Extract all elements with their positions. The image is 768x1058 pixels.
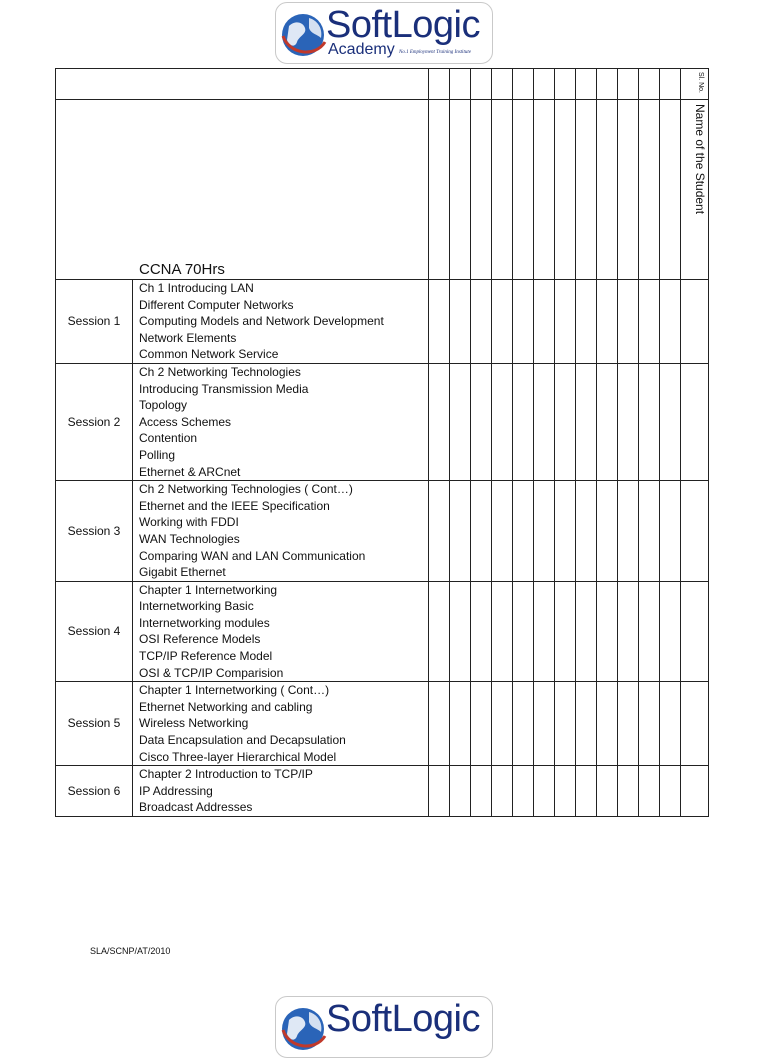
table-row bbox=[56, 481, 709, 582]
session-topics bbox=[133, 363, 429, 480]
session-label: Session 2 bbox=[56, 363, 133, 480]
topic: Data Encapsulation and Decapsulation bbox=[139, 733, 346, 748]
session-label: Session 6 bbox=[56, 766, 133, 817]
session-topics bbox=[133, 581, 429, 682]
topic: Ethernet and the IEEE Specification bbox=[139, 498, 330, 513]
header-row-student bbox=[56, 100, 709, 280]
session-label: Session 1 bbox=[56, 280, 133, 364]
softlogic-logo-top bbox=[275, 2, 493, 64]
table-row bbox=[56, 581, 709, 682]
footer-code: SLA/SCNP/AT/2010 bbox=[90, 946, 171, 956]
logo-tagline: No.1 Employment Training Institute bbox=[399, 50, 471, 55]
session-topics bbox=[133, 682, 429, 766]
topic: Gigabit Ethernet bbox=[139, 565, 226, 580]
session-topics bbox=[133, 481, 429, 582]
topic: Internetworking Basic bbox=[139, 599, 254, 614]
globe-icon bbox=[279, 8, 329, 60]
session-label: Session 5 bbox=[56, 682, 133, 766]
blank-cell bbox=[56, 69, 429, 100]
topic: WAN Technologies bbox=[139, 531, 240, 546]
topic: Comparing WAN and LAN Communication bbox=[139, 548, 366, 563]
logo-sub-text: Academy bbox=[328, 41, 395, 58]
topic: Different Computer Networks bbox=[139, 297, 294, 312]
topic: Network Elements bbox=[139, 330, 237, 345]
topic: IP Addressing bbox=[139, 783, 213, 798]
topic: TCP/IP Reference Model bbox=[139, 649, 273, 664]
sl-no-header: Sl. No. bbox=[681, 69, 709, 100]
topic: Chapter 1 Internetworking ( Cont…) bbox=[139, 683, 330, 698]
topic: Ethernet & ARCnet bbox=[139, 464, 241, 479]
table-row bbox=[56, 280, 709, 364]
topic: Cisco Three-layer Hierarchical Model bbox=[139, 749, 337, 764]
student-name-header: Name of the Student bbox=[681, 100, 709, 280]
table-row bbox=[56, 766, 709, 817]
topic: Broadcast Addresses bbox=[139, 800, 253, 815]
topic: Contention bbox=[139, 431, 198, 446]
topic: Topology bbox=[139, 398, 188, 413]
table-row bbox=[56, 363, 709, 480]
topic: Common Network Service bbox=[139, 347, 279, 362]
session-topics bbox=[133, 766, 429, 817]
table-row bbox=[56, 682, 709, 766]
topic: Ethernet Networking and cabling bbox=[139, 699, 313, 714]
topic: Computing Models and Network Development bbox=[139, 314, 384, 329]
topic: Introducing Transmission Media bbox=[139, 381, 309, 396]
topic: Access Schemes bbox=[139, 414, 232, 429]
topic: Chapter 1 Internetworking bbox=[139, 582, 278, 597]
topic: OSI Reference Models bbox=[139, 632, 261, 647]
topic: Working with FDDI bbox=[139, 515, 239, 530]
course-title: CCNA 70Hrs bbox=[56, 100, 429, 280]
topic: Ch 2 Networking Technologies ( Cont…) bbox=[139, 482, 353, 497]
softlogic-logo-bottom bbox=[275, 996, 493, 1058]
logo-brand-text: SoftLogic bbox=[326, 4, 480, 46]
session-label: Session 4 bbox=[56, 581, 133, 682]
attendance-table bbox=[55, 68, 709, 817]
topic: Wireless Networking bbox=[139, 716, 249, 731]
topic: Chapter 2 Introduction to TCP/IP bbox=[139, 767, 313, 782]
topic: Polling bbox=[139, 447, 176, 462]
session-topics bbox=[133, 280, 429, 364]
session-label: Session 3 bbox=[56, 481, 133, 582]
topic: OSI & TCP/IP Comparision bbox=[139, 665, 284, 680]
header-row-slno bbox=[56, 69, 709, 100]
topic: Ch 2 Networking Technologies bbox=[139, 364, 301, 379]
topic: Ch 1 Introducing LAN bbox=[139, 281, 254, 295]
topic: Internetworking modules bbox=[139, 615, 270, 630]
globe-icon bbox=[279, 1002, 329, 1054]
logo-brand-text: SoftLogic bbox=[326, 998, 480, 1040]
